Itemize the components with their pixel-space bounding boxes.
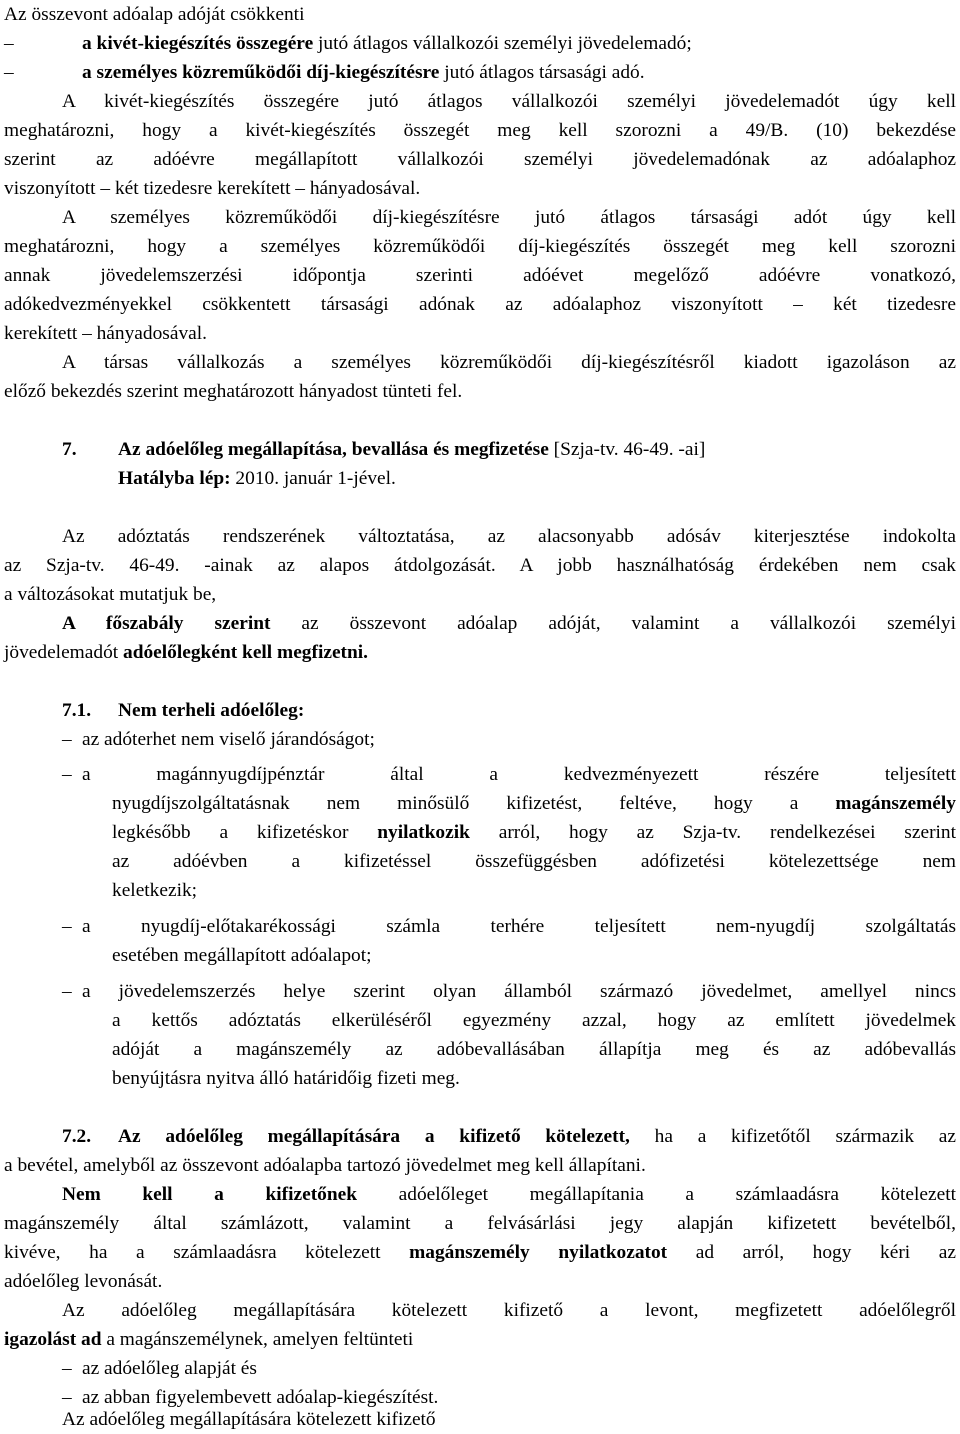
text: szerint az adóévre megállapított vállalkozói személyi jövedelemadónak az adóalaphoz <box>4 149 956 170</box>
text: az abban figyelembevett adóalap-kiegészítést. <box>82 1387 439 1408</box>
text: benyújtásra nyitva álló határidőig fizeti meg. <box>112 1068 460 1089</box>
text: a magánszemélynek, amelyen feltünteti <box>101 1329 414 1350</box>
text: A társas vállalkozás a személyes közreműködői díj-kiegészítésről kiadott igazoláson az <box>62 352 956 373</box>
dash-bullet-icon: – <box>62 1387 72 1408</box>
section-title <box>118 1122 956 1151</box>
text: kerekített – hányadosával. <box>4 323 207 344</box>
text: adóelőleget megállapítania a számlaadásra kötelezett <box>357 1184 956 1205</box>
text: arról, hogy az Szja-tv. rendelkezései szerint <box>469 822 956 843</box>
text: jutó átlagos társasági adó. <box>439 62 645 83</box>
bold-text: nyilatkozik <box>377 822 470 843</box>
bold-text: magánszemély <box>835 793 956 814</box>
bold-text: Az adóelőleg megállapítására a kifizető kötelezett, <box>118 1126 630 1147</box>
text: [Szja-tv. 46-49. -ai] <box>548 439 706 460</box>
list-item-continued <box>112 847 956 876</box>
paragraph-line <box>4 290 956 319</box>
list-item <box>82 1354 782 1383</box>
list-item-continued <box>112 941 712 970</box>
paragraph-line <box>62 1180 956 1209</box>
list-item <box>82 760 956 789</box>
text: a változásokat mutatjuk be, <box>4 584 217 605</box>
text: az adóévben a kifizetéssel összefüggésben adófizetési kötelezettsége nem <box>112 851 956 872</box>
text: meghatározni, hogy a személyes közreműködői díj-kiegészítés összegét meg kell szorozni <box>4 236 956 257</box>
list-item-continued <box>112 789 956 818</box>
paragraph-line <box>4 1325 804 1354</box>
effective-date <box>118 464 718 493</box>
dash-bullet-icon: – <box>62 916 72 937</box>
text: viszonyított – két tizedesre kerekített – hányadosával. <box>4 178 421 199</box>
text: jutó átlagos vállalkozói személyi jövedelemadó; <box>313 33 692 54</box>
paragraph-line <box>62 348 956 377</box>
section-number <box>62 435 122 464</box>
bold-text: igazolást ad <box>4 1329 102 1350</box>
text: 2010. január 1-jével. <box>230 468 396 489</box>
text: esetében megállapított adóalapot; <box>112 945 372 966</box>
text: meghatározni, hogy a kivét-kiegészítés összegét meg kell szorozni a 49/B. (10) bekezdése <box>4 120 956 141</box>
text: jövedelemadót <box>4 642 123 663</box>
text: legkésőbb a kifizetéskor <box>112 822 378 843</box>
paragraph-line <box>4 174 604 203</box>
text: az adóelőleg alapját és <box>82 1358 257 1379</box>
text: a nyugdíj-előtakarékossági számla terhére teljesített nem-nyugdíj szolgáltatás <box>82 916 956 937</box>
text: adóját a magánszemély az adóbevallásában állapítja meg és az adóbevallás <box>112 1039 956 1060</box>
list-item-continued <box>112 1035 956 1064</box>
dash-bullet-icon: – <box>62 764 72 785</box>
text: A személyes közreműködői díj-kiegészítésre jutó átlagos társasági adót úgy kell <box>62 207 956 228</box>
bold-text: magánszemély nyilatkozatot <box>409 1242 668 1263</box>
dash-bullet-icon: – <box>4 62 14 83</box>
text: adóelőleg levonását. <box>4 1271 163 1292</box>
list-item-continued <box>112 876 712 905</box>
list-item <box>82 912 956 941</box>
paragraph-line <box>4 319 604 348</box>
bold-text: Nem kell a kifizetőnek <box>62 1184 358 1205</box>
text: adókedvezményekkel csökkentett társasági adónak az adóalaphoz viszonyított – két tizedesre <box>4 294 956 315</box>
text: nyugdíjszolgáltatásnak nem minősülő kifizetést, feltéve, hogy a <box>112 793 836 814</box>
text: Az adóztatás rendszerének változtatása, az alacsonyabb adósáv kiterjesztése indokolta <box>62 526 956 547</box>
text: a bevétel, amelyből az összevont adóalapba tartozó jövedelmet meg kell állapítani. <box>4 1155 646 1176</box>
text: Az adóelőleg megállapítására kötelezett kifizető <box>62 1409 436 1430</box>
paragraph-line <box>4 377 804 406</box>
text: a kettős adóztatás elkerüléséről egyezmény azzal, hogy az említett jövedelmek <box>112 1010 956 1031</box>
bold-text: a személyes közreműködői díj-kiegészítésre <box>82 62 440 83</box>
paragraph-line <box>4 116 956 145</box>
bold-text: 7.1. <box>62 700 92 721</box>
list-item <box>82 725 782 754</box>
paragraph-line <box>4 580 604 609</box>
text: az Szja-tv. 46-49. -ainak az alapos átdolgozását. A jobb használhatóság érdekében nem csak <box>4 555 956 576</box>
paragraph-line <box>4 261 956 290</box>
text: A kivét-kiegészítés összegére jutó átlagos vállalkozói személyi jövedelemadót úgy kell <box>62 91 956 112</box>
dash-bullet-icon: – <box>4 33 14 54</box>
section-title <box>118 435 956 464</box>
paragraph-line <box>4 551 956 580</box>
list-item-continued <box>112 1064 712 1093</box>
text: keletkezik; <box>112 880 198 901</box>
text: a magánnyugdíjpénztár által a kedvezményezett részére teljesített <box>82 764 956 785</box>
paragraph-line <box>4 232 956 261</box>
text: kivéve, ha a számlaadásra kötelezett <box>4 1242 410 1263</box>
dash-bullet-icon: – <box>62 729 72 750</box>
dash-bullet-icon: – <box>62 981 72 1002</box>
bold-text: Nem terheli adóelőleg: <box>118 700 305 721</box>
paragraph-line <box>4 1267 604 1296</box>
text: az összevont adóalap adóját, valamint a vállalkozói személyi <box>270 613 957 634</box>
bold-text: Hatályba lép: <box>118 468 231 489</box>
paragraph-line <box>4 0 604 29</box>
list-item <box>82 29 882 58</box>
bold-text: adóelőlegként kell megfizetni. <box>123 642 369 663</box>
bold-text: Az adóelőleg megállapítása, bevallása és megfizetése <box>118 439 549 460</box>
text: ha a kifizetőtől származik az <box>629 1126 956 1147</box>
bold-text: 7. <box>62 439 77 460</box>
section-number <box>62 1122 122 1151</box>
text: ad arról, hogy kéri az <box>667 1242 956 1263</box>
paragraph-line <box>62 87 956 116</box>
list-item <box>82 58 882 87</box>
paragraph-line <box>62 609 956 638</box>
section-number <box>62 696 122 725</box>
paragraph-line <box>4 1238 956 1267</box>
paragraph-line <box>4 1209 956 1238</box>
bold-text: A főszabály szerint <box>62 613 271 634</box>
text: az adóterhet nem viselő járandóságot; <box>82 729 375 750</box>
section-title <box>118 696 718 725</box>
bold-text: a kivét-kiegészítés összegére <box>82 33 314 54</box>
text: a jövedelemszerzés helye szerint olyan államból származó jövedelmet, amellyel nincs <box>82 981 956 1002</box>
paragraph-line <box>62 1405 862 1434</box>
text: annak jövedelemszerzési időpontja szerinti adóévet megelőző adóévre vonatkozó, <box>4 265 956 286</box>
text: Az adóelőleg megállapítására kötelezett kifizető a levont, megfizetett adóelőlegről <box>62 1300 956 1321</box>
bold-text: 7.2. <box>62 1126 92 1147</box>
paragraph-line <box>62 1296 956 1325</box>
paragraph-line <box>62 203 956 232</box>
paragraph-line <box>4 1151 904 1180</box>
text: magánszemély által számlázott, valamint a felvásárlási jegy alapján kifizetett bevételből, <box>4 1213 956 1234</box>
text: Az összevont adóalap adóját csökkenti <box>4 4 305 25</box>
paragraph-line <box>62 522 956 551</box>
list-item-continued <box>112 1006 956 1035</box>
list-item-continued <box>112 818 956 847</box>
list-item <box>82 977 956 1006</box>
paragraph-line <box>4 638 804 667</box>
dash-bullet-icon: – <box>62 1358 72 1379</box>
paragraph-line <box>4 145 956 174</box>
text: előző bekezdés szerint meghatározott hányadost tünteti fel. <box>4 381 463 402</box>
